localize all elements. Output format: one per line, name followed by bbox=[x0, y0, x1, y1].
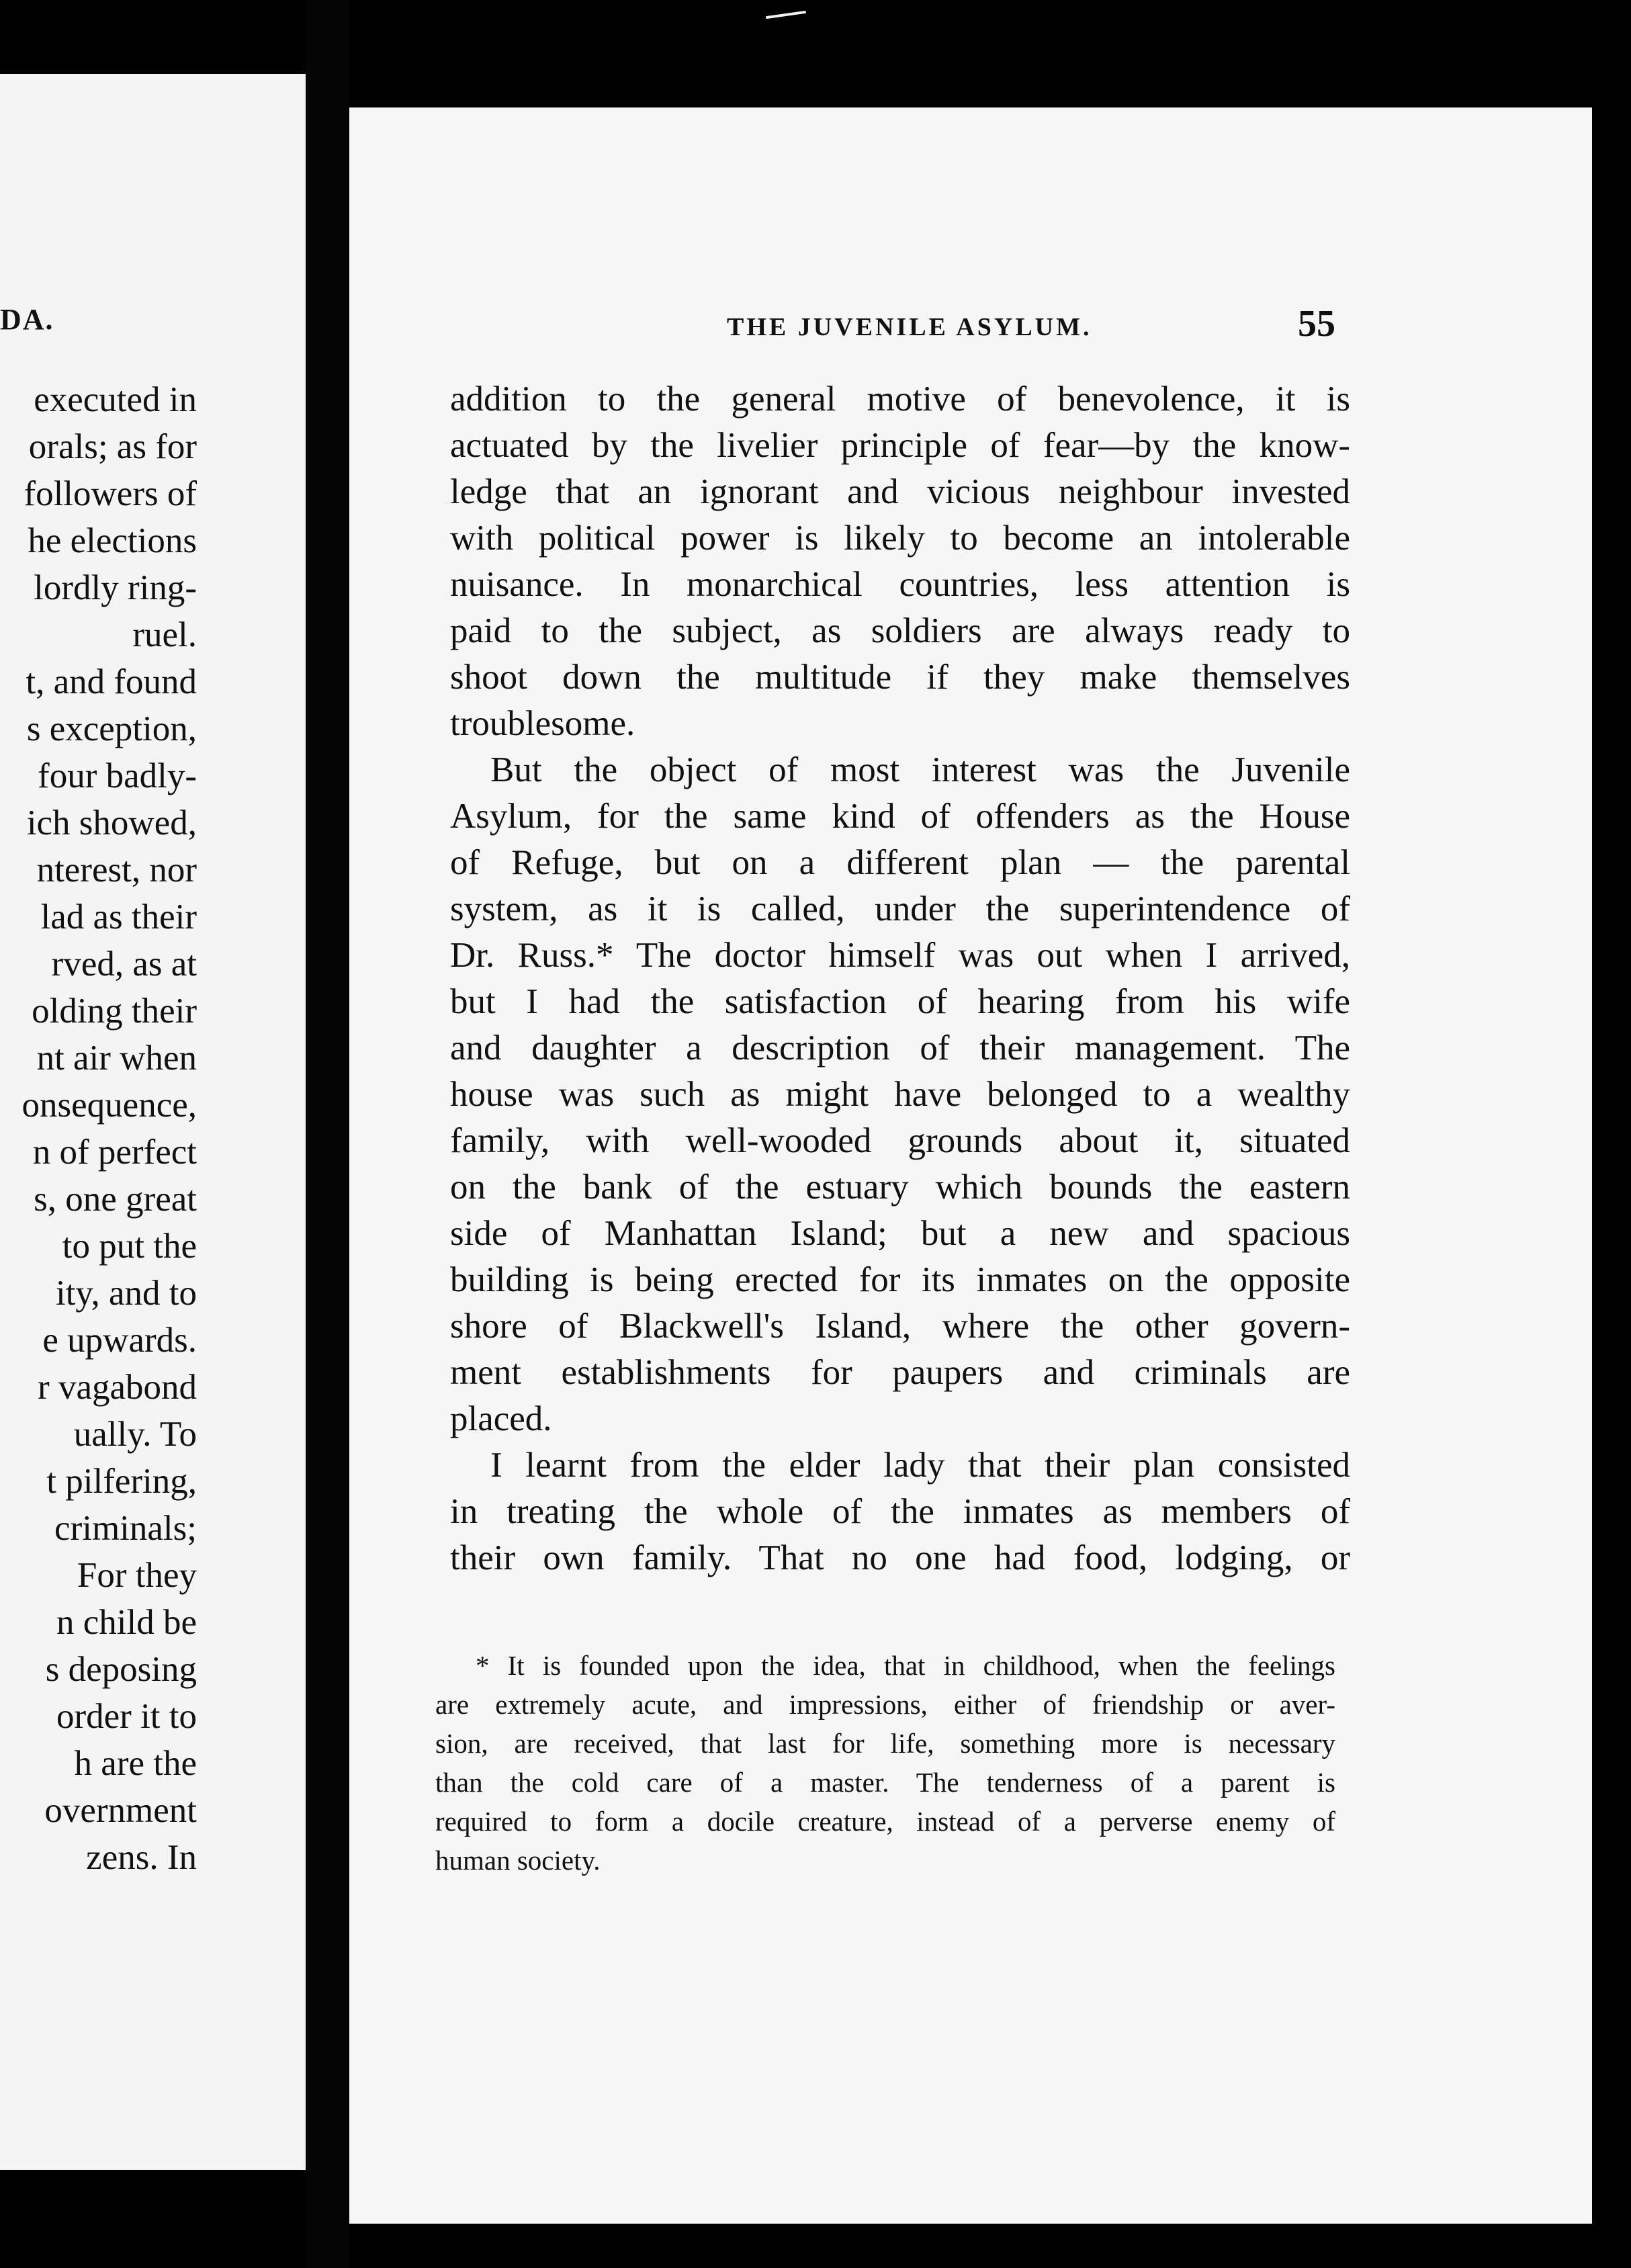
text-line: orals; as for bbox=[28, 427, 197, 466]
book-gutter bbox=[306, 0, 349, 2268]
text-line: Asylum, for the same kind of offenders as the House bbox=[450, 797, 1350, 836]
text-line: But the object of most interest was the Juvenile bbox=[490, 750, 1350, 789]
right-page bbox=[349, 107, 1592, 2224]
text-line: but I had the satisfaction of hearing from his wife bbox=[450, 982, 1350, 1021]
text-line: ich showed, bbox=[26, 803, 197, 842]
body-text bbox=[450, 376, 1350, 1581]
text-line: followers of bbox=[24, 474, 197, 513]
footnote-line: than the cold care of a master. The tenderness of a parent is bbox=[435, 1767, 1335, 1798]
text-line: t, and found bbox=[26, 662, 197, 701]
text-line: I learnt from the elder lady that their plan consisted bbox=[490, 1446, 1350, 1485]
footnote bbox=[435, 1646, 1335, 1880]
text-line: s exception, bbox=[26, 709, 197, 748]
footnote-line: are extremely acute, and impressions, either of friendship or aver- bbox=[435, 1689, 1335, 1720]
paragraph-3 bbox=[450, 1442, 1350, 1581]
text-line: in treating the whole of the inmates as members of bbox=[450, 1492, 1350, 1531]
text-line: n child be bbox=[56, 1603, 197, 1642]
text-line: t pilfering, bbox=[46, 1462, 197, 1501]
running-head: THE JUVENILE ASYLUM. bbox=[727, 313, 1092, 341]
text-line: For they bbox=[77, 1556, 197, 1595]
text-line: building is being erected for its inmates on the opposite bbox=[450, 1260, 1350, 1299]
text-line: olding their bbox=[32, 992, 197, 1031]
footnote-line: required to form a docile creature, instead of a perverse enemy of bbox=[435, 1806, 1335, 1837]
text-line: family, with well-wooded grounds about it, situated bbox=[450, 1121, 1350, 1160]
text-line: placed. bbox=[450, 1399, 552, 1438]
footnote-line: sion, are received, that last for life, something more is necessary bbox=[435, 1728, 1335, 1759]
text-line: nterest, nor bbox=[36, 850, 197, 889]
text-line: ually. To bbox=[73, 1415, 197, 1454]
text-line: r vagabond bbox=[38, 1368, 197, 1407]
text-line: s, one great bbox=[34, 1180, 197, 1219]
scan-mark bbox=[766, 11, 806, 19]
text-line: with political power is likely to become an intolerable bbox=[450, 519, 1350, 558]
text-line: their own family. That no one had food, lodging, or bbox=[450, 1538, 1350, 1577]
text-line: lad as their bbox=[40, 898, 197, 936]
left-running-head: DA. bbox=[0, 303, 54, 336]
text-line: paid to the subject, as soldiers are always ready to bbox=[450, 611, 1350, 650]
text-line: to put the bbox=[62, 1227, 197, 1266]
text-line: house was such as might have belonged to a wealthy bbox=[450, 1075, 1350, 1114]
text-line: h are the bbox=[74, 1744, 197, 1783]
text-line: he elections bbox=[28, 521, 197, 560]
left-page-text bbox=[0, 376, 197, 1881]
text-line: criminals; bbox=[54, 1509, 197, 1548]
text-line: ity, and to bbox=[55, 1274, 197, 1313]
text-line: zens. In bbox=[86, 1838, 197, 1877]
text-line: shore of Blackwell's Island, where the other govern- bbox=[450, 1307, 1350, 1346]
text-line: Dr. Russ.* The doctor himself was out when I arrived, bbox=[450, 936, 1350, 975]
text-line: e upwards. bbox=[42, 1321, 197, 1360]
text-line: ruel. bbox=[132, 615, 197, 654]
left-page bbox=[0, 74, 306, 2170]
text-line: four badly- bbox=[38, 756, 197, 795]
page-number: 55 bbox=[1298, 303, 1335, 345]
text-line: troublesome. bbox=[450, 704, 635, 743]
footnote-line: human society. bbox=[435, 1845, 601, 1876]
text-line: n of perfect bbox=[32, 1133, 197, 1172]
text-line: lordly ring- bbox=[34, 568, 197, 607]
text-line: order it to bbox=[56, 1697, 197, 1736]
text-line: onsequence, bbox=[21, 1086, 197, 1125]
paragraph-2 bbox=[450, 747, 1350, 1442]
text-line: on the bank of the estuary which bounds the eastern bbox=[450, 1168, 1350, 1207]
text-line: of Refuge, but on a different plan — the parental bbox=[450, 843, 1350, 882]
text-line: s deposing bbox=[45, 1650, 197, 1689]
text-line: shoot down the multitude if they make themselves bbox=[450, 658, 1350, 697]
text-line: rved, as at bbox=[51, 945, 197, 984]
paragraph-1 bbox=[450, 376, 1350, 747]
text-line: ledge that an ignorant and vicious neighbour invested bbox=[450, 472, 1350, 511]
text-line: nt air when bbox=[36, 1039, 197, 1078]
text-line: overnment bbox=[44, 1791, 197, 1830]
text-line: system, as it is called, under the superintendence of bbox=[450, 889, 1350, 928]
text-line: addition to the general motive of benevolence, it is bbox=[450, 380, 1350, 419]
footnote-line: * It is founded upon the idea, that in childhood, when the feelings bbox=[476, 1650, 1335, 1681]
text-line: nuisance. In monarchical countries, less attention is bbox=[450, 565, 1350, 604]
text-line: and daughter a description of their management. The bbox=[450, 1029, 1350, 1067]
text-line: side of Manhattan Island; but a new and spacious bbox=[450, 1214, 1350, 1253]
text-line: executed in bbox=[34, 380, 197, 419]
text-line: actuated by the livelier principle of fear—by the know- bbox=[450, 426, 1350, 465]
text-line: ment establishments for paupers and criminals are bbox=[450, 1353, 1350, 1392]
